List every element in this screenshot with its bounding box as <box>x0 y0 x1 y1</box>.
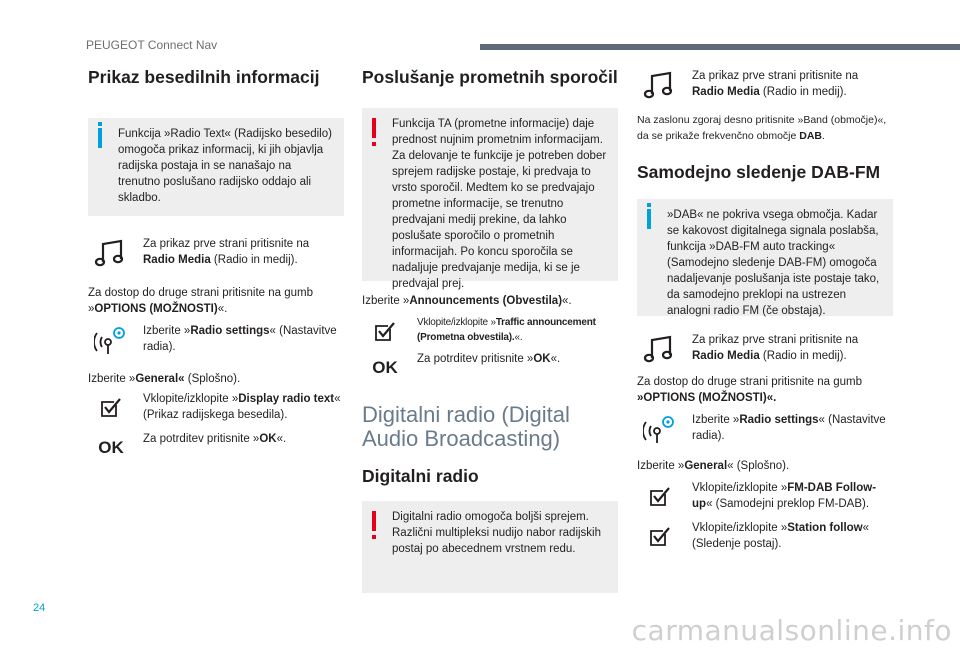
step-confirm-ok: OK Za potrditev pritisnite »OK«. <box>362 351 618 381</box>
page-number: 24 <box>33 602 46 614</box>
step-radio-media: Za prikaz prve strani pritisnite na Radio Media (Radio in medij). <box>637 68 893 100</box>
warning-icon <box>372 511 376 531</box>
section-heading: Poslušanje prometnih sporočil <box>362 67 618 87</box>
column-3 <box>637 66 893 552</box>
instruction-text: Izberite »General« (Splošno). <box>637 460 790 472</box>
step-radio-media: Za prikaz prve strani pritisnite na Radio Media (Radio in medij). <box>637 332 893 364</box>
page-header-title: PEUGEOT Connect Nav <box>86 38 218 52</box>
step-fm-dab-follow-up: Vklopite/izklopite »FM-DAB Follow-up« (Samodejni preklop FM-DAB). <box>637 480 893 512</box>
warning-note <box>362 501 618 593</box>
step-radio-settings: Izberite »Radio settings« (Nastavitve radia). <box>637 412 893 444</box>
info-note <box>637 199 893 316</box>
chapter-heading: Digitalni radio (Digital Audio Broadcasting) <box>362 402 570 451</box>
checkbox-icon <box>368 317 402 347</box>
info-icon <box>647 209 651 229</box>
warning-text: Funkcija TA (prometne informacije) daje prednost nujnim prometnim informacijam. Za delovanje te funkcije je potreben dober sprejem radijske postaje, ki predvaja to vrsto sporočil. Medtem ko se predvajajo prometne informacije, se trenutno predvajani medij prekine, da lahko poslušate sporočilo o prometnih informacijah. Po koncu sporočila se nadaljuje predvajanje medija, ki se je predvajal prej. <box>392 118 607 290</box>
instruction-text: Za dostop do druge strani pritisnite na gumb »OPTIONS (MOŽNOSTI)«. <box>637 376 863 404</box>
section-heading: Samodejno sledenje DAB-FM <box>637 162 881 182</box>
step-display-radio-text: Vklopite/izklopite »Display radio text« (Prikaz radijskega besedila). <box>88 391 344 423</box>
step-confirm-ok: OK Za potrditev pritisnite »OK«. <box>88 431 344 461</box>
warning-icon <box>372 118 376 138</box>
column-1 <box>88 66 344 461</box>
column-2 <box>362 66 618 593</box>
checkbox-icon <box>643 522 677 552</box>
step-traffic-announcement: Vklopite/izklopite »Traffic announcement (Prometna obvestila).«. <box>362 315 618 345</box>
radio-settings-icon <box>94 325 128 355</box>
instruction-text: Za dostop do druge strani pritisnite na gumb »OPTIONS (MOŽNOSTI)«. <box>88 287 314 315</box>
note-text: »DAB« ne pokriva vsega območja. Kadar se kakovost digitalnega signala poslabša, funkcija »DAB-FM auto tracking« (Samodejno sledenje DAB-FM) omogoča nadaljevanje poslušanja iste postaje tako, da samodejno preklopi na ustrezen analogni radio FM (če obstaja). <box>667 209 880 317</box>
step-radio-media: Za prikaz prve strani pritisnite na Radio Media (Radio in medij). <box>88 236 344 268</box>
warning-text: Digitalni radio omogoča boljši sprejem. Različni multipleksi nudijo nabor radijskih postaj po abecednem vrstnem redu. <box>392 511 602 555</box>
checkbox-icon <box>643 482 677 512</box>
warning-note <box>362 108 618 290</box>
info-note <box>88 118 344 216</box>
checkbox-icon <box>94 393 128 423</box>
step-station-follow: Vklopite/izklopite »Station follow« (Sledenje postaj). <box>637 520 893 552</box>
music-note-icon <box>643 70 677 100</box>
note-text: Funkcija »Radio Text« (Radijsko besedilo) omogoča prikaz informacij, ki jih objavlja radijska postaja in se nanašajo na trenutno poslušano radijsko oddajo ali skladbo. <box>118 128 332 204</box>
ok-icon: OK <box>98 438 124 457</box>
instruction-text: Izberite »Announcements (Obvestila)«. <box>362 295 572 307</box>
radio-settings-icon <box>643 414 677 444</box>
watermark: carmanualsonline.info <box>631 614 952 647</box>
instruction-text: Na zaslonu zgoraj desno pritisnite »Band (območje)«, da se prikaže frekvenčno območje DAB. <box>637 114 887 142</box>
section-heading: Digitalni radio <box>362 466 479 486</box>
music-note-icon <box>643 334 677 364</box>
instruction-text: Izberite »General« (Splošno). <box>88 373 241 385</box>
ok-icon: OK <box>372 358 398 377</box>
section-heading: Prikaz besedilnih informacij <box>88 67 320 87</box>
step-radio-settings: Izberite »Radio settings« (Nastavitve radia). <box>88 323 344 355</box>
info-icon <box>98 128 102 148</box>
music-note-icon <box>94 238 128 268</box>
header-bar <box>480 44 960 50</box>
